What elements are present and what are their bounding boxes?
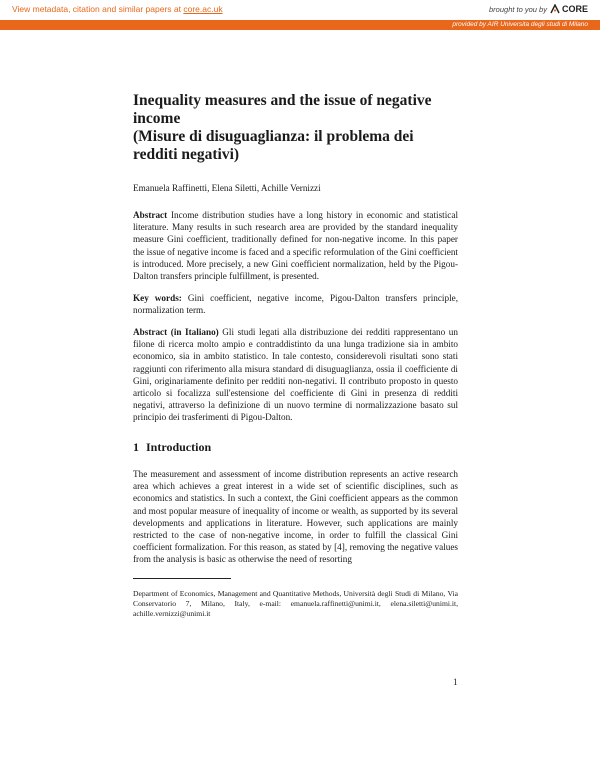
authors: Emanuela Raffinetti, Elena Siletti, Achille Vernizzi: [133, 183, 321, 193]
core-metadata-link-area: [12, 4, 223, 14]
keywords: [133, 292, 458, 316]
core-metadata-prefix: View metadata, citation and similar papers at: [12, 4, 184, 14]
abstract-italian-label: Abstract (in Italiano): [133, 327, 219, 337]
core-logo[interactable]: [550, 4, 588, 14]
abstract-text: Income distribution studies have a long history in economic and statistical literature. Many results in such research area are provided by the standard inequality measure Gini coefficient, traditionally defined for non-negative income. In this paper the issue of negative income is faced and a specific reformulation of the Gini coefficient is introduced. More precisely, a new Gini coefficient normalization, held by the Pigou-Dalton transfers principle fulfillment, is presented.: [133, 210, 458, 282]
abstract-italian: [133, 326, 458, 424]
core-link[interactable]: core.ac.uk: [183, 4, 223, 14]
core-banner: [0, 0, 600, 20]
page-number: 1: [453, 677, 458, 687]
core-logo-icon: [550, 4, 560, 14]
brought-by-text: brought to you by: [489, 4, 547, 14]
footnote: Department of Economics, Management and Quantitative Methods, Università degli Studi di Milano, Via Conservatorio 7, Milano, Italy, e-mail: emanuela.raffinetti@unimi.it, elena.siletti@unimi.it, achille.vernizzi@unimi.it: [133, 589, 458, 618]
abstract-italian-text: Gli studi legati alla distribuzione dei redditi rappresentano un filone di ricerca molto ampio e contraddistinto da una lunga tradizione sia in ambito economico, sia in ambito statistico. In tale contesto, considerevoli risultati sono stati raggiunti con riferimento alla misura standard di disuguaglianza, ossia il coefficiente di Gini, originariamente definito per redditi non-negativi. Il contributo proposto in questo articolo si focalizza sull'estensione del coefficiente di Gini in presenza di redditi negativi, attraverso la definizione di un nuovo termine di normalizzazione basato sul principio dei trasferimenti di Pigou-Dalton.: [133, 327, 458, 423]
core-brand: [489, 4, 588, 14]
footnote-divider: [133, 578, 231, 579]
provided-by-text: provided by AIR Universita degli studi di Milano: [452, 21, 588, 28]
section-number: 1: [133, 440, 139, 454]
keywords-label: Key words:: [133, 293, 182, 303]
provider-bar: [0, 20, 600, 30]
abstract: [133, 209, 458, 282]
introduction-paragraph: The measurement and assessment of income distribution represents an active research area which achieves a great interest in a wide set of scientific disciplines, such as economics and statistics. In such a context, the Gini coefficient appears as the common and most popular measure of inequality of income or wealth, as supported by its several developments and applications in literature. However, such applications are mainly restricted to the case of non-negative income, in order to fulfill the classical Gini coefficient formalization. For this reason, as stated by [4], removing the negative values from the analysis is basic as otherwise the need of resorting: [133, 469, 458, 565]
core-logo-text: CORE: [561, 4, 588, 14]
keywords-text: Gini coefficient, negative income, Pigou-Dalton transfers principle, normalization term.: [133, 293, 458, 316]
section-heading: [133, 440, 211, 455]
abstract-label: Abstract: [133, 210, 168, 220]
paper-title: Inequality measures and the issue of negative income (Misure di disuguaglianza: il problema dei redditi negativi): [133, 92, 432, 163]
section-title: Introduction: [146, 440, 212, 454]
